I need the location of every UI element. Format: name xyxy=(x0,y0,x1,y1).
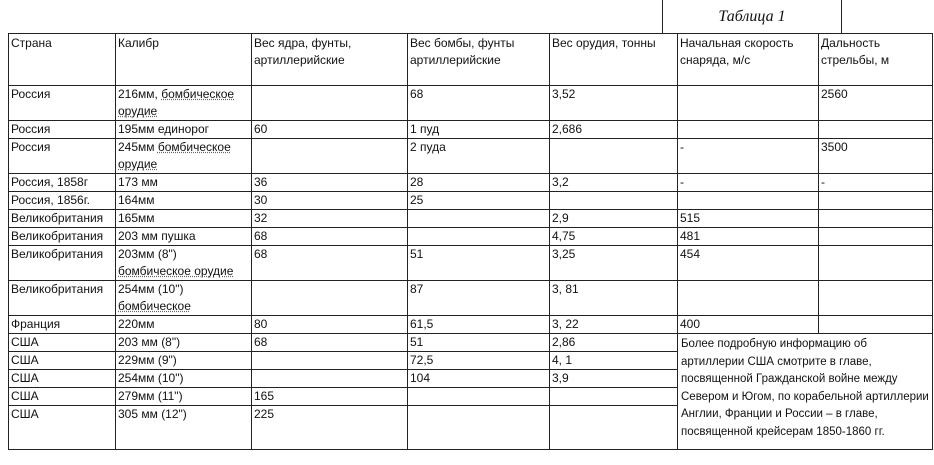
table-row xyxy=(9,281,933,316)
cell-weight: 4,75 xyxy=(550,228,678,246)
cell-caliber xyxy=(116,228,252,246)
cell-speed: 454 xyxy=(678,246,819,281)
cell-bomb: 25 xyxy=(408,192,550,210)
caliber-text: 203мм (8") xyxy=(118,247,177,261)
cell-weight: 3, 81 xyxy=(550,281,678,316)
table-row xyxy=(9,139,933,174)
cell-weight: 3, 22 xyxy=(550,316,678,334)
cell-country: Великобритания xyxy=(9,228,116,246)
header-muzzle-velocity: Начальная скорость снаряда, м/с xyxy=(678,34,819,86)
cell-country: США xyxy=(9,352,116,370)
caliber-text: 165мм xyxy=(118,211,155,225)
cell-ball: 165 xyxy=(252,388,408,406)
cell-speed xyxy=(678,121,819,139)
cell-country: Великобритания xyxy=(9,210,116,228)
caliber-text: 203 мм пушка xyxy=(118,229,196,243)
cell-country: США xyxy=(9,370,116,388)
cell-speed xyxy=(678,281,819,316)
cell-weight xyxy=(550,139,678,174)
usa-note-cell: Более подробную информацию об артиллерии США смотрите в главе, посвященной Гражданской войне между Севером и Югом, по корабельной артиллерии Англии, Франции и России – в главе, посвященной крейсерам 1850-1860 гг. xyxy=(678,334,933,450)
cell-country: Россия xyxy=(9,86,116,121)
artillery-table xyxy=(8,33,933,450)
cell-caliber xyxy=(116,370,252,388)
caliber-type-text: бомбическое орудие xyxy=(118,140,231,171)
table-row xyxy=(9,210,933,228)
cell-caliber xyxy=(116,121,252,139)
cell-bomb xyxy=(408,228,550,246)
cell-speed: 400 xyxy=(678,316,819,334)
cell-range xyxy=(819,192,933,210)
cell-ball: 60 xyxy=(252,121,408,139)
cell-caliber xyxy=(116,406,252,450)
cell-range xyxy=(819,210,933,228)
header-gun-weight: Вес орудия, тонны xyxy=(550,34,678,86)
cell-ball: 30 xyxy=(252,192,408,210)
cell-caliber xyxy=(116,192,252,210)
caliber-text: 254мм (10") xyxy=(118,371,184,385)
table-row xyxy=(9,334,933,352)
cell-bomb: 1 пуд xyxy=(408,121,550,139)
cell-speed: 481 xyxy=(678,228,819,246)
cell-range: 3500 xyxy=(819,139,933,174)
cell-weight: 2,86 xyxy=(550,334,678,352)
caliber-text: 164мм xyxy=(118,193,155,207)
table-row xyxy=(9,228,933,246)
table-row xyxy=(9,121,933,139)
table-row xyxy=(9,86,933,121)
cell-caliber xyxy=(116,139,252,174)
cell-caliber xyxy=(116,388,252,406)
cell-speed: - xyxy=(678,174,819,192)
cell-caliber xyxy=(116,86,252,121)
table-row xyxy=(9,174,933,192)
cell-speed xyxy=(678,86,819,121)
cell-ball: 225 xyxy=(252,406,408,450)
caliber-text: 254мм (10") xyxy=(118,282,184,296)
cell-ball xyxy=(252,139,408,174)
cell-weight: 3,9 xyxy=(550,370,678,388)
cell-country: США xyxy=(9,334,116,352)
cell-country: Великобритания xyxy=(9,281,116,316)
table-row xyxy=(9,316,933,334)
cell-bomb: 68 xyxy=(408,86,550,121)
cell-caliber xyxy=(116,316,252,334)
caliber-text: 173 мм xyxy=(118,175,158,189)
caliber-text: 195мм единорог xyxy=(118,122,209,136)
cell-bomb: 28 xyxy=(408,174,550,192)
cell-ball: 68 xyxy=(252,228,408,246)
caliber-text: 279мм (11") xyxy=(118,389,183,403)
cell-caliber xyxy=(116,334,252,352)
cell-weight xyxy=(550,388,678,406)
cell-bomb xyxy=(408,406,550,450)
cell-bomb: 51 xyxy=(408,334,550,352)
cell-caliber xyxy=(116,246,252,281)
cell-weight: 2,686 xyxy=(550,121,678,139)
caliber-type-text: бомбическое орудие xyxy=(118,264,234,278)
header-ball-weight: Вес ядра, фунты, артиллерийские xyxy=(252,34,408,86)
cell-country: Великобритания xyxy=(9,246,116,281)
cell-ball: 80 xyxy=(252,316,408,334)
cell-speed: - xyxy=(678,139,819,174)
cell-country: Россия, 1856г. xyxy=(9,192,116,210)
table-row xyxy=(9,192,933,210)
cell-bomb xyxy=(408,388,550,406)
cell-ball xyxy=(252,86,408,121)
cell-weight: 3,2 xyxy=(550,174,678,192)
header-row xyxy=(9,34,933,86)
cell-caliber xyxy=(116,281,252,316)
cell-range xyxy=(819,228,933,246)
cell-speed xyxy=(678,192,819,210)
cell-country: Россия, 1858г xyxy=(9,174,116,192)
cell-ball: 32 xyxy=(252,210,408,228)
cell-range xyxy=(819,281,933,316)
cell-bomb: 104 xyxy=(408,370,550,388)
caliber-type-text: бомбическое орудие xyxy=(118,87,235,118)
cell-range: 2560 xyxy=(819,86,933,121)
cell-weight xyxy=(550,406,678,450)
cell-country: Россия xyxy=(9,139,116,174)
cell-bomb: 51 xyxy=(408,246,550,281)
cell-ball xyxy=(252,281,408,316)
cell-country: Франция xyxy=(9,316,116,334)
cell-range: - xyxy=(819,174,933,192)
caliber-text: 220мм xyxy=(118,317,155,331)
table-row xyxy=(9,246,933,281)
caliber-text: 203 мм (8") xyxy=(118,335,181,349)
cell-weight: 4, 1 xyxy=(550,352,678,370)
header-caliber: Калибр xyxy=(116,34,252,86)
cell-ball xyxy=(252,370,408,388)
cell-caliber xyxy=(116,174,252,192)
cell-country: США xyxy=(9,406,116,450)
cell-weight: 3,25 xyxy=(550,246,678,281)
header-bomb-weight: Вес бомбы, фунты артиллерийские xyxy=(408,34,550,86)
cell-ball xyxy=(252,352,408,370)
cell-bomb: 2 пуда xyxy=(408,139,550,174)
caliber-text: 229мм (9") xyxy=(118,353,177,367)
cell-country: США xyxy=(9,388,116,406)
caliber-text: 305 мм (12") xyxy=(118,407,187,421)
cell-bomb: 87 xyxy=(408,281,550,316)
cell-ball: 68 xyxy=(252,334,408,352)
cell-bomb: 61,5 xyxy=(408,316,550,334)
cell-range xyxy=(819,121,933,139)
cell-weight xyxy=(550,192,678,210)
table-caption: Таблица 1 xyxy=(662,0,842,34)
cell-weight: 2,9 xyxy=(550,210,678,228)
cell-caliber xyxy=(116,210,252,228)
cell-range xyxy=(819,316,933,334)
cell-bomb xyxy=(408,210,550,228)
header-country: Страна xyxy=(9,34,116,86)
cell-weight: 3,52 xyxy=(550,86,678,121)
caliber-text: 245мм xyxy=(118,140,158,154)
header-range: Дальность стрельбы, м xyxy=(819,34,933,86)
caliber-type-text: бомбическое xyxy=(118,299,191,313)
cell-country: Россия xyxy=(9,121,116,139)
cell-range xyxy=(819,246,933,281)
cell-bomb: 72,5 xyxy=(408,352,550,370)
cell-ball: 68 xyxy=(252,246,408,281)
caliber-text: 216мм, xyxy=(118,87,162,101)
cell-ball: 36 xyxy=(252,174,408,192)
cell-caliber xyxy=(116,352,252,370)
cell-speed: 515 xyxy=(678,210,819,228)
